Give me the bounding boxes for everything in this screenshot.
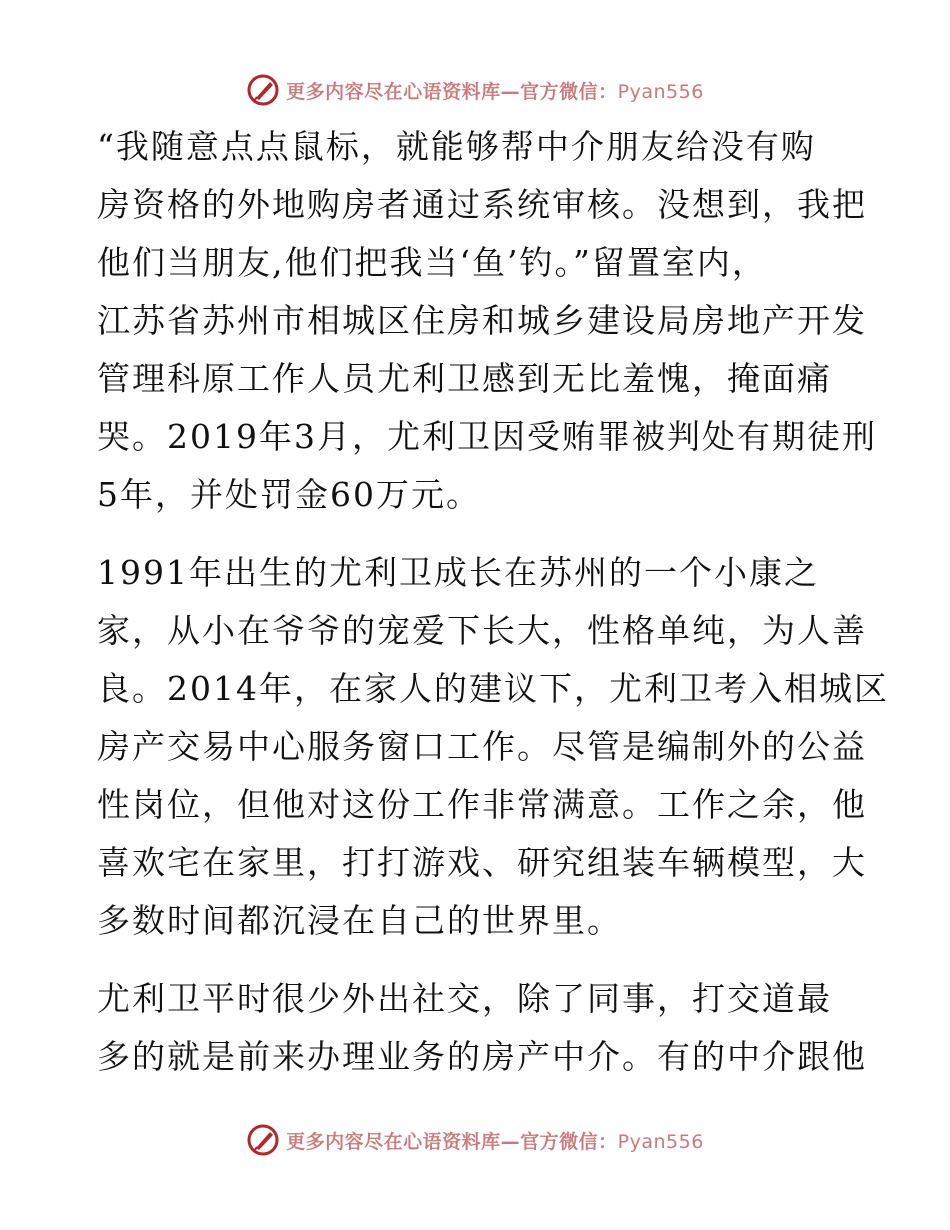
text-line: 房产交易中心服务窗口工作。尽管是编制外的公益 (97, 727, 867, 766)
text-line: 哭。2019年3月，尤利卫因受贿罪被判处有期徒刑 (97, 417, 877, 456)
watermark-account: Pyan556 (617, 1130, 704, 1153)
footer-watermark (0, 1120, 950, 1160)
text-line: 喜欢宅在家里，打打游戏、研究组装车辆模型，大 (97, 843, 867, 882)
article-body (97, 118, 889, 1106)
text-line: 良。2014年，在家人的建议下，尤利卫考入相城区 (97, 669, 889, 708)
text-line: 江苏省苏州市相城区住房和城乡建设局房地产开发 (97, 301, 867, 340)
watermark-text (286, 77, 704, 104)
text-line: 尤利卫平时很少外出社交，除了同事，打交道最 (97, 979, 832, 1018)
text-line: “我随意点点鼠标，就能够帮中介朋友给没有购 (97, 127, 816, 166)
text-line: 家，从小在爷爷的宠爱下长大，性格单纯，为人善 (97, 611, 867, 650)
text-line: 他们当朋友,他们把我当‘鱼’钓。”留置室内， (97, 243, 767, 282)
text-line: 房资格的外地购房者通过系统审核。没想到，我把 (97, 185, 867, 224)
text-line: 5年，并处罚金60万元。 (97, 475, 481, 514)
quill-logo-icon (246, 73, 280, 107)
text-line: 多数时间都沉浸在自己的世界里。 (97, 901, 622, 940)
text-line: 多的就是前来办理业务的房产中介。有的中介跟他 (97, 1037, 867, 1076)
watermark-label: 更多内容尽在心语资料库—官方微信： (286, 1130, 618, 1153)
quill-logo-icon (246, 1123, 280, 1157)
watermark-label: 更多内容尽在心语资料库—官方微信： (286, 80, 618, 103)
header-watermark (0, 70, 950, 110)
text-line: 1991年出生的尤利卫成长在苏州的一个小康之 (97, 553, 819, 592)
watermark-text (286, 1127, 704, 1154)
text-line: 性岗位，但他对这份工作非常满意。工作之余，他 (97, 785, 867, 824)
paragraph (97, 118, 877, 524)
text-line: 管理科原工作人员尤利卫感到无比羞愧，掩面痛 (97, 359, 832, 398)
paragraph (97, 970, 867, 1086)
paragraph (97, 544, 889, 950)
watermark-account: Pyan556 (617, 80, 704, 103)
